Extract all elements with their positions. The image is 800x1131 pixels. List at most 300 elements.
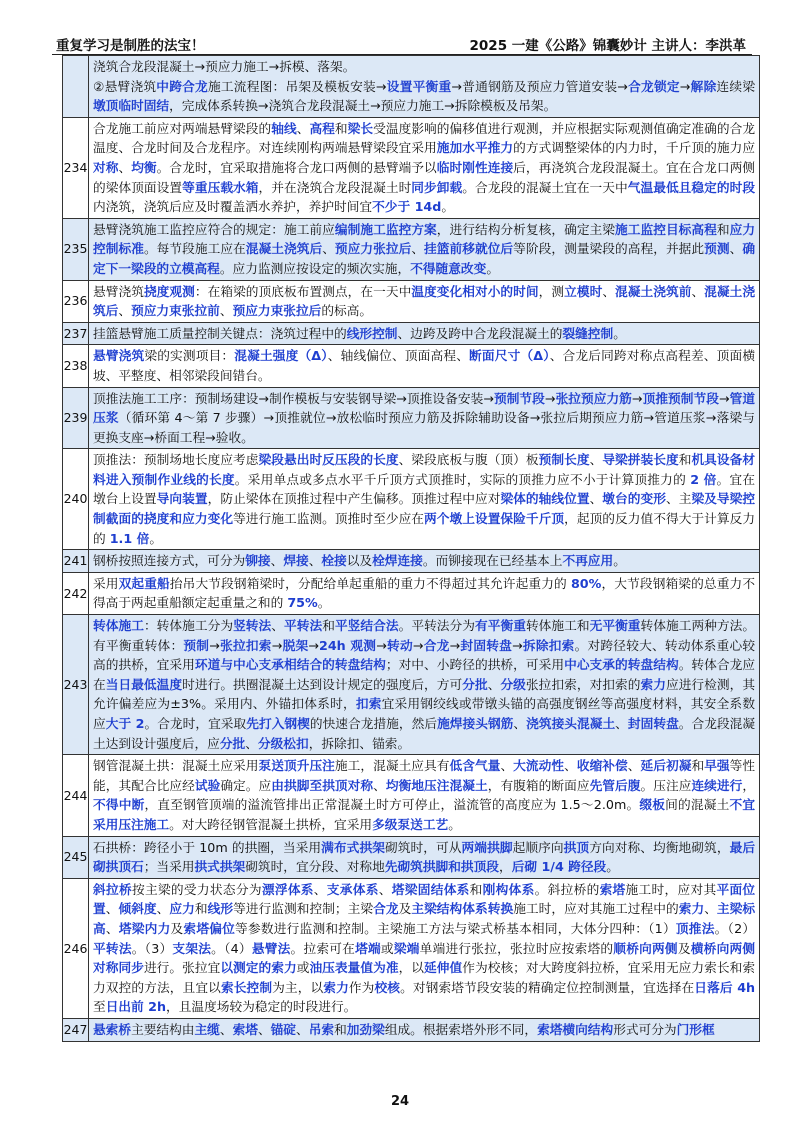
table-row [63,1018,760,1041]
key-term: 日出前 2h [105,999,167,1015]
table-row [63,550,760,573]
text-segment: 等进行施工监测。顶推时至少应在 [233,511,425,527]
key-term: 最后砌拱顶石 [93,839,756,875]
key-term: 混凝土浇筑后 [93,283,756,319]
text-segment: ：转体施工分为 [143,618,234,634]
text-segment: 和 [716,221,730,237]
key-term: 索塔 [599,881,626,897]
text-segment: 。宜在墩台上设置 [93,471,756,507]
text-segment: 挂篮悬臂施工质量控制关键点：浇筑过程中的 [93,325,347,341]
row-number: 235 [63,218,89,280]
page-header [52,32,752,55]
text-segment: 。对大跨径钢管混凝土拱桥，宜采用 [169,816,373,832]
row-content [89,449,760,550]
table-row [63,345,760,387]
key-term: 大于 2 [105,716,145,731]
text-segment: 、 [322,241,335,257]
header-slogan: 重复学习是制胜的法宝！ [56,38,205,54]
text-segment: 、 [296,1021,309,1037]
key-term: 由拱脚至拱顶对称 [271,777,374,793]
text-segment: 抬吊大节段钢箱梁时，分配给单起重船的重力不得超过其允许起重力的 [169,575,571,591]
key-term: 悬索桥 [93,1021,132,1037]
key-term: 缀板 [639,797,666,813]
text-segment: 。合龙段的混凝土宜在一天中 [462,179,628,195]
table-row [63,387,760,449]
text-segment: 、 [589,491,603,507]
text-segment: 合龙施工前应对两端悬臂梁段的 [93,120,272,136]
key-term: 主梁结构体系转换 [411,901,514,917]
key-term: 先打入钢楔 [246,716,310,731]
key-term: 后砌 1/4 跨径段 [511,859,607,875]
key-term: 栓焊连接 [372,553,423,569]
key-term: 先砌筑拱脚和拱顶段 [384,859,499,875]
key-term: 拱式拱架 [194,859,246,875]
key-term: 锚碇 [270,1021,296,1037]
text-segment: ：在箱梁的顶底板布置测点，在一天中 [194,283,412,299]
text-segment: 。（2） [714,920,756,936]
key-term: 线形控制 [346,325,398,341]
row-content [89,878,760,1018]
key-term: 线形 [207,901,234,917]
key-term: 断面尺寸（Δ） [469,348,550,364]
key-term: 裂缝控制 [562,325,614,341]
key-term: 合龙 [423,637,450,653]
text-segment: 、 [373,777,386,793]
page-number: 24 [390,1094,410,1109]
text-segment: → [631,390,643,406]
key-term: 双起重船 [118,575,170,591]
text-segment: 砌筑时，宜分段、对称地 [245,859,385,875]
text-segment: 。转体合龙应在 [93,657,756,692]
text-segment: 。对跨径较大、转动体系重心较高的拱桥，宜采用 [93,637,756,673]
key-term: 轴线 [271,120,297,136]
key-term: 管道压浆 [93,390,756,426]
key-term: 索力 [323,979,349,995]
text-segment: 至 [93,999,106,1015]
key-term: 栓接 [321,553,347,569]
text-segment: 、主 [665,491,692,507]
notes-table-body [63,56,760,1042]
key-term: 大流动性 [513,758,565,774]
text-segment: ，拆除扣、锚索。 [308,735,411,751]
text-segment: 等参数进行监测和控制。主梁施工方法与梁式桥基本相同，大体分四种：（1） [235,920,676,936]
text-segment: 、 [118,303,132,319]
text-segment: 、 [219,1021,233,1037]
text-segment: 等阶段，测量梁段的高程，并据此 [513,241,705,257]
key-term: 加劲梁 [346,1021,385,1037]
key-term: 导向装置 [156,491,208,507]
row-number: 247 [63,1018,89,1041]
text-segment: 、 [411,241,425,257]
text-segment: 施工时，应对其 [625,881,717,897]
text-segment: 及 [398,901,412,917]
text-segment: 梁的实测项目： [144,348,235,364]
key-term: 塔端 [355,940,381,956]
key-term: 索塔 [232,1021,258,1037]
key-term: 应力 [169,901,195,917]
text-segment: 、边跨及跨中合龙段混凝土的 [397,325,563,341]
text-segment: 悬臂浇筑 [93,283,144,299]
key-term: 同步卸载 [411,179,463,195]
key-term: 确定下一梁段的立模高程 [93,241,756,276]
row-number: 242 [63,572,89,614]
key-term: 不得随意改变 [410,260,487,276]
table-row [63,449,760,550]
key-term: 高程 [309,120,335,136]
row-number: 243 [63,615,89,755]
text-segment: 钢桥按照连接方式，可分为 [93,553,246,569]
key-term: 分级 [500,676,526,692]
text-segment: 、 [564,758,577,774]
text-segment: 、 [296,120,310,136]
text-segment: 或 [296,960,310,976]
key-term: 不得中断 [93,797,145,813]
key-term: 不宜采用压注施工 [93,797,756,832]
text-segment: 间的混凝土 [665,797,730,813]
key-term: 混凝土浇筑后 [245,241,323,257]
table-row [63,322,760,345]
key-term: 两个墩上设置保险千斤顶 [424,511,565,527]
key-term: 分批 [462,676,488,692]
key-term: 临时刚性连接 [436,159,514,175]
key-term: 试验 [194,777,221,793]
text-segment: 。 [317,595,331,611]
key-term: 张拉扣索 [219,637,272,653]
key-term: 预应力张拉后 [334,241,412,257]
text-segment: 和 [691,758,705,774]
text-segment: 悬臂浇筑施工监控应符合的规定：施工前应 [93,221,335,237]
text-segment: ，起顶的反力值不得大于计算反力的 [93,511,756,546]
table-row [63,280,760,322]
text-segment: 、 [105,901,119,917]
text-segment: 连续梁 [716,78,756,94]
text-segment: ②悬臂浇筑 [93,78,157,94]
text-segment: 和 [334,120,348,136]
key-term: 温度变化相对小的时间 [411,283,539,299]
key-term: 索塔偏位 [183,920,236,936]
text-segment: 受温度影响的偏移值进行观测，并应根据实际观测值确定准确的合龙温度、合龙时间及合龙程序。对连续刚构两端悬臂梁段宜采用 [93,120,756,156]
key-term: 梁体的轴线位置 [500,491,590,507]
text-segment: 的标高。 [321,303,373,319]
key-term: 顶推法 [675,920,715,936]
text-segment: 和 [194,901,208,917]
key-term: 门形框 [676,1021,715,1037]
row-content [89,615,760,755]
key-term: 梁长 [347,120,374,136]
text-segment: 时进行。拱圈混凝土达到设计规定的强度后，方可 [182,676,463,692]
key-term: 中跨合龙 [156,78,208,94]
row-content [89,836,760,878]
text-segment: → [544,390,556,406]
row-content [89,218,760,280]
text-segment: 的快速合龙措施，然后 [309,716,438,731]
key-term: 混凝土浇筑前 [615,283,692,299]
text-segment: 。对钢索塔节段安装的精确定位控制测量，宜选择在 [400,979,695,995]
text-segment: 和 [334,1021,347,1037]
text-segment: 石拱桥：跨径小于 10m 的拱圈，当采用 [93,839,322,855]
key-term: 浇筑接头混凝土 [526,716,616,731]
text-segment: ；对中、小跨径的拱桥，可采用 [385,657,565,673]
key-term: 合龙 [373,901,399,917]
key-term: 1.1 倍 [109,530,150,546]
row-content [89,280,760,322]
key-term: 竖转法 [233,618,272,634]
key-term: 连续进行 [691,777,743,793]
text-segment: 、 [313,881,327,897]
key-term: 顶推预制节段 [642,390,719,406]
key-term: 气温最低且稳定的时段 [627,179,756,195]
text-segment: → [718,390,730,406]
key-term: 梁端 [393,940,420,956]
table-row [63,218,760,280]
key-term: 支承体系 [326,881,379,897]
key-term: 墩顶临时固结 [93,98,170,114]
row-content [89,387,760,449]
key-term: 斜拉桥 [93,881,132,897]
key-term: 编制施工监控方案 [334,221,437,237]
text-segment: 应进行检测，其允许偏差应为±3%。采用内、外锚扣体系时， [93,676,756,712]
text-segment: ，以 [398,960,425,976]
table-row [63,836,760,878]
text-segment: 、 [378,881,392,897]
text-segment: 、 [627,758,641,774]
text-segment: 、 [257,1021,271,1037]
key-term: 挂篮前移就位后 [424,241,514,257]
row-content [89,755,760,836]
key-term: 设置平衡重 [386,78,452,94]
text-segment: 确定。应 [220,777,272,793]
key-term: 施焊接头钢筋 [437,716,514,731]
key-term: 预应力束张拉后 [232,303,322,319]
text-segment: → [412,637,424,653]
text-segment: 张拉扣索，对扣索的 [525,676,641,692]
key-term: 预制 [183,637,210,653]
text-segment: 、 [308,553,322,569]
text-segment: → [449,637,461,653]
text-segment: 。（4） [211,940,252,956]
text-segment: 、 [615,716,628,731]
text-segment: 、 [105,920,119,936]
text-segment: 进行。张拉宜 [143,960,221,976]
text-segment: 、 [704,901,717,917]
row-number: 236 [63,280,89,322]
text-segment: 及 [170,920,184,936]
key-term: 油压表量值为准 [309,960,399,976]
key-term: 中心支承的转盘结构 [564,657,679,673]
table-row [63,572,760,614]
text-segment: 。平转法分为 [398,618,475,634]
text-segment: 、 [691,283,705,299]
key-term: 泵送顶升压注 [258,758,335,774]
key-term: 等重压载水箱 [182,179,259,195]
text-segment: → [679,78,691,94]
row-content [89,572,760,614]
text-segment: ，直至钢管顶端的溢流管排出正常混凝土时方可停止，溢流管的高度应为 1.5～2.0m。 [144,797,640,813]
key-term: 施工监控目标高程 [615,221,717,237]
key-term: 校核 [374,979,401,995]
key-term: 转体施工 [93,618,144,634]
text-segment: → [512,637,523,653]
key-term: 主缆 [194,1021,220,1037]
text-segment: ，并在浇筑合龙段混凝土时 [258,179,412,195]
key-term: 悬臂浇筑 [93,348,145,364]
text-segment: 、轴线偏位、顶面高程、 [327,348,470,364]
text-segment: 。 [448,816,461,832]
text-segment: 。 [149,530,163,546]
text-segment: 、 [729,241,743,257]
text-segment: 施工，混凝土应具有 [334,758,450,774]
text-segment: 、 [156,901,170,917]
key-term: 顺桥向两侧 [613,940,678,956]
text-segment: 、 [270,553,284,569]
key-term: 焊接 [283,553,309,569]
text-segment: 内浇筑，浇筑后应及时覆盖洒水养护，养护时间宜 [93,199,373,215]
row-number: 237 [63,322,89,345]
text-segment: 单端进行张拉，张拉时应按索塔的 [419,940,614,956]
text-segment: 。合龙时，宜采取措施将合龙口两侧的悬臂端予以 [156,159,437,175]
key-term: 梁及导梁控制截面的挠度和应力变化 [93,491,756,527]
key-term: 梁段悬出时反压段的长度 [258,452,399,468]
key-term: 对称 [93,159,119,175]
key-term: 2 倍 [690,471,717,487]
key-term: 脱架 [282,637,309,653]
table-row [63,615,760,755]
text-segment: 等进行监测和控制；主梁 [233,901,374,917]
text-segment: 和 [469,881,483,897]
text-segment: 、梁段底板与腹（顶）板 [398,452,539,468]
key-term: 挠度观测 [143,283,195,299]
text-segment: 。合龙时，宜采取 [144,716,247,731]
key-term: 索力 [640,676,666,692]
row-content [89,322,760,345]
text-segment: 。 [613,553,626,569]
text-segment: 以及 [346,553,373,569]
key-term: 转动 [386,637,413,653]
text-segment: 施工流程图：吊架及模板安装→ [207,78,387,94]
key-term: 张拉预应力筋 [555,390,632,406]
text-segment: 钢管混凝土拱：混凝土应采用 [93,758,259,774]
key-term: 混凝土强度（Δ） [234,348,328,364]
text-segment: 、 [271,618,284,634]
key-term: 当日最低温度 [105,676,183,692]
key-term: 合龙锁定 [627,78,680,94]
text-segment: 、合龙后同跨对称点高程差、顶面横坡、平整度、相邻梁段间错台。 [93,348,756,383]
key-term: 日落后 4h [694,979,756,995]
text-segment: ，完成体系转换→浇筑合龙段混凝土→预应力施工→拆除模板及吊架。 [169,98,557,114]
key-term: 倾斜度 [118,901,157,917]
text-segment: 、 [602,283,616,299]
key-term: 索长控制 [220,979,273,995]
row-number [63,56,89,118]
key-term: 24h 观测 [319,637,377,653]
header-course-title: 2025 一建《公路》锦囊妙计 主讲人：李洪革 [469,38,746,54]
key-term: 75% [287,595,318,611]
text-segment: 等性能，其配合比应经 [93,758,756,793]
text-segment: 。 [606,859,619,875]
text-segment: 宜采用钢绞线或带镦头锚的高强度钢丝等高强度材料，其安全系数应 [93,696,756,731]
text-segment: 顶推法：预制场地长度应考虑 [93,452,259,468]
text-segment: → [209,637,220,653]
text-segment: 为主，以 [272,979,324,995]
key-term: 延伸值 [424,960,463,976]
text-segment: 按主梁的受力状态分为 [131,881,262,897]
text-segment: 作为校核；对大跨度斜拉桥，宜采用无应力索长和索力双控的方法，且宜以 [93,960,756,995]
text-segment: 、 [118,159,132,175]
text-segment: 、 [513,716,527,731]
key-term: 以测定的索力 [220,960,297,976]
text-segment: 和 [678,452,692,468]
text-segment: 转体施工两种方法。有平衡重转体： [93,618,756,653]
text-segment: 、 [245,735,258,751]
text-segment: 。合龙段混凝土达到设计强度后，应 [93,716,756,751]
text-segment: 砌筑时，可从 [384,839,462,855]
key-term: 预制节段 [493,390,545,406]
key-term: 平转法 [93,940,132,956]
text-segment: 施工时，应对其施工过程中的 [513,901,679,917]
text-segment: 和 [322,618,335,634]
text-segment: 。 [441,199,455,215]
key-term: 横桥向两侧对称同步 [93,940,756,976]
key-term: 平竖结合法 [334,618,399,634]
key-term: 塔梁固结体系 [391,881,470,897]
key-term: 吊索 [308,1021,335,1037]
key-term: 均衡地压注混凝土 [385,777,488,793]
text-segment: → [376,637,387,653]
text-segment: 。斜拉桥的 [534,881,600,897]
key-term: 封固转盘 [460,637,513,653]
key-term: 机具设备材料进入预制作业线的长度 [93,452,756,487]
key-term: 悬臂法 [251,940,291,956]
row-content [89,345,760,387]
key-term: 有平衡重 [475,618,526,634]
table-row [63,755,760,836]
text-segment: 主要结构由 [131,1021,195,1037]
table-row [63,117,760,218]
text-segment: 起顺序向 [512,839,564,855]
row-content [89,1018,760,1041]
text-segment: →普通钢筋及预应力管道安装→ [451,78,628,94]
text-segment: 的方式调整梁体的内力时，千斤顶的施力应 [513,140,756,156]
key-term: 漂浮体系 [261,881,314,897]
row-number: 244 [63,755,89,836]
row-number: 246 [63,878,89,1018]
key-term: 不再应用 [562,553,614,569]
text-segment: 转体施工和 [525,618,590,634]
key-term: 立模时 [564,283,603,299]
key-term: 延后初凝 [640,758,692,774]
text-segment: 。 [486,260,499,276]
text-segment: 。采用单点或多点水平千斤顶方式顶推时，实际的顶推力应不小于计算顶推力的 [234,471,691,487]
key-term: 两端拱脚 [461,839,513,855]
key-term: 平面位置 [93,881,756,917]
table-row [63,878,760,1018]
key-term: 预制长度 [538,452,590,468]
key-term: 封固转盘 [627,716,679,731]
key-term: 无平衡重 [589,618,641,634]
key-term: 索力 [678,901,705,917]
text-segment: ，测 [538,283,565,299]
key-term: 早强 [704,758,730,774]
text-segment: ，大节段钢箱梁的总重力不得高于两起重船额定起重量之和的 [93,575,756,611]
text-segment: → [271,637,283,653]
text-segment: 。而铆接现在已经基本上 [422,553,563,569]
row-number: 234 [63,117,89,218]
text-segment: 后，再浇筑合龙段混凝土。宜在合龙口两侧的梁体顶面设置 [93,159,756,195]
key-term: 扣索 [355,696,382,712]
text-segment: ， [742,777,756,793]
key-term: 低含气量 [449,758,501,774]
text-segment: ，且温度场较为稳定的时段进行。 [166,999,357,1015]
